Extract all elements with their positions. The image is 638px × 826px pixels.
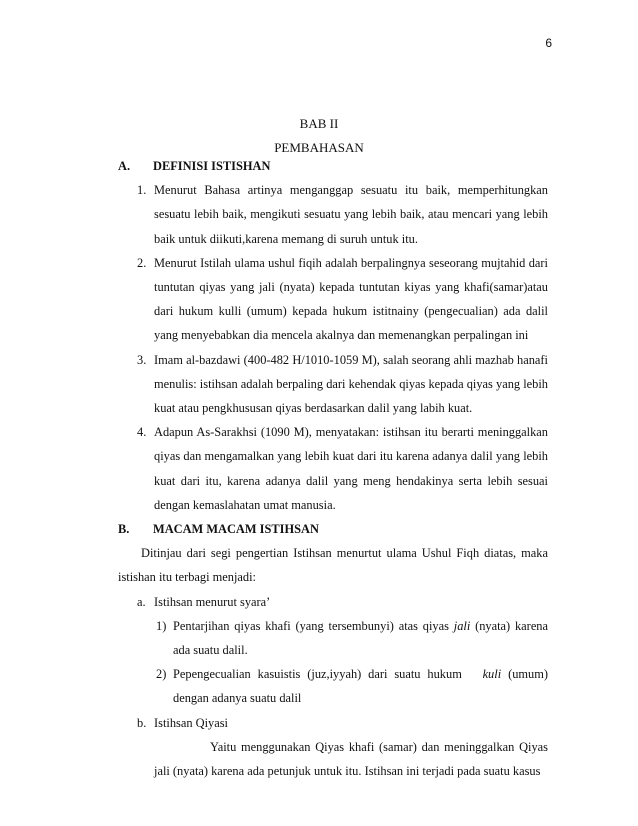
sub-title: Istihsan menurut syara’ xyxy=(154,594,271,609)
chapter-label: BAB II xyxy=(299,116,339,131)
list-number: 2) xyxy=(156,667,167,682)
section-title: MACAM MACAM ISTIHSAN xyxy=(153,522,319,537)
list-item xyxy=(137,251,548,348)
italic-term: jali xyxy=(453,618,471,633)
section-intro: Ditinjau dari segi pengertian Istihsan menurtut ulama Ushul Fiqh diatas, maka istishan itu terbagi menjadi: xyxy=(118,546,548,585)
list-number: 4. xyxy=(137,425,147,440)
section-title: DEFINISI ISTISHAN xyxy=(153,159,271,173)
list-item xyxy=(156,662,548,710)
section-heading-a xyxy=(118,154,548,178)
list-number: 2. xyxy=(137,255,147,270)
section-letter: B. xyxy=(118,522,130,537)
list-text: Adapun As-Sarakhsi (1090 M), menyatakan: istihsan itu berarti meninggalkan qiyas dan mengamalkan yang lebih kuat dari itu karena adanya dalil yang lebih kuat dari itu, karena adanya dalil yang meng hendakinya serta lebih sesuai dengan kemaslahatan umat manusia. xyxy=(154,425,548,512)
list-number: 1. xyxy=(137,183,147,198)
list-item xyxy=(137,420,548,517)
list-text: Pentarjihan qiyas khafi (yang tersembunyi) atas qiyas jali (nyata) karena ada suatu dalil. xyxy=(173,618,549,658)
list-number: 3. xyxy=(137,352,147,367)
italic-term: kuli xyxy=(482,667,502,682)
list-letter: a. xyxy=(137,594,146,609)
page-number: 6 xyxy=(545,36,552,50)
list-letter: b. xyxy=(137,715,147,730)
list-text: Pepengecualian kasuistis (juz,iyyah) dari suatu hukum kuli (umum) dengan adanya suatu dalil xyxy=(173,667,548,706)
list-item xyxy=(156,614,548,662)
list-text: Imam al-bazdawi (400-482 H/1010-1059 M), salah seorang ahli mazhab hanafi menulis: istihsan adalah berpaling dari kehendak qiyas kepada qiyas yang lebih kuat atau pengkhususan qiyas berdasarkan dalil yang labih kuat. xyxy=(154,352,548,416)
document-body xyxy=(118,154,548,783)
sub-heading-a xyxy=(137,590,548,614)
list-item xyxy=(137,348,548,421)
section-heading-b xyxy=(118,517,548,541)
list-text: Menurut Istilah ulama ushul fiqih adalah berpalingnya seseorang mujtahid dari tuntutan qiyas yang jali (nyata) kepada tuntutan kiyas yang khafi(samar)atau dari hukum kulli (umum) kepada hukum istitnainy (pengecualian) ada dalil yang menyebabkan dia mencela akalnya dan memenangkan perpalingan ini xyxy=(154,255,548,343)
list-item xyxy=(137,178,548,251)
chapter-title: PEMBAHASAN xyxy=(274,140,364,155)
sub-heading-b xyxy=(137,711,548,735)
list-text: Menurut Bahasa artinya menganggap sesuatu itu baik, memperhitungkan sesuatu lebih baik, mengikuti sesuatu yang lebih baik, atau mencari yang lebih baik untuk diikuti,karena memang di suruh untuk itu. xyxy=(154,183,548,246)
list-number: 1) xyxy=(156,618,167,633)
sub-paragraph: Yaitu menggunakan Qiyas khafi (samar) dan meninggalkan Qiyas jali (nyata) karena ada petunjuk untuk itu. Istihsan ini terjadi pada suatu kasus xyxy=(154,739,548,779)
section-letter: A. xyxy=(118,159,131,173)
sub-title: Istihsan Qiyasi xyxy=(154,715,228,730)
